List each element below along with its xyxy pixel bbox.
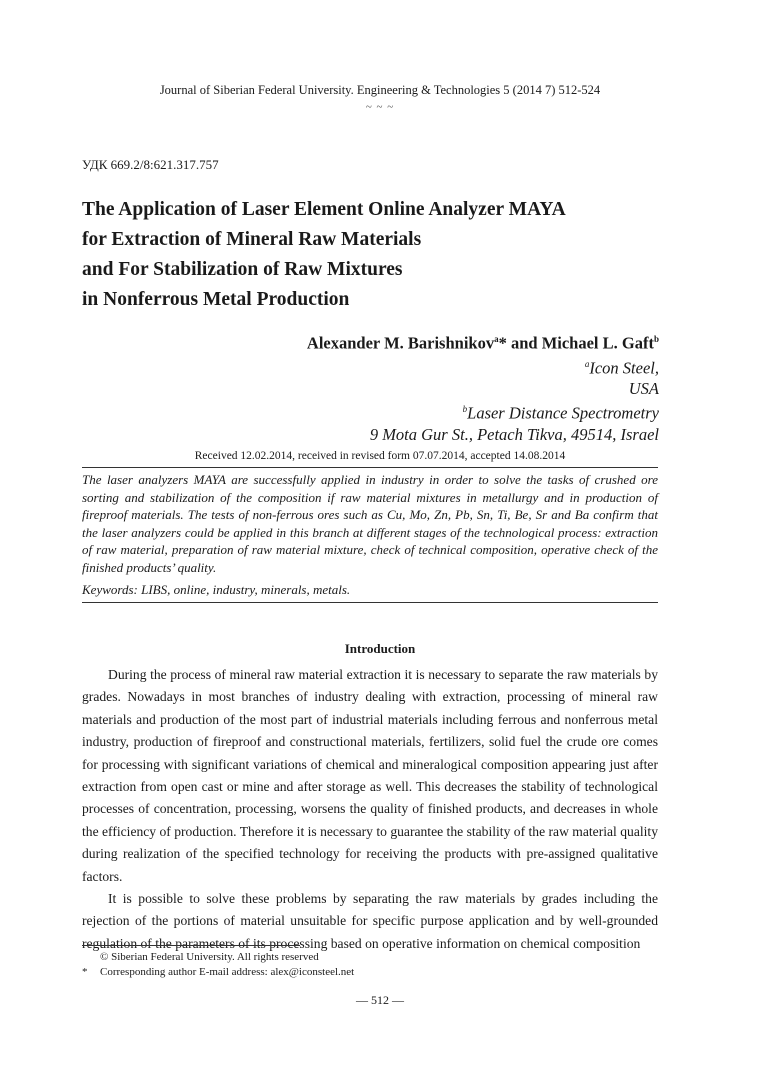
received-dates: Received 12.02.2014, received in revised form 07.07.2014, accepted 14.08.2014 (194, 450, 566, 462)
title-line: in Nonferrous Metal Production (82, 289, 350, 310)
title-line: for Extraction of Mineral Raw Materials (82, 229, 422, 250)
abstract: The laser analyzers MAYA are successfully applied in industry in order to solve the tasks of crushed ore sorting and stabilization of the composition if raw material mixtures in metallurgy and in production of fireproof materials. The tests of non-ferrous ores such as Cu, Mo, Zn, Pb, Sn, Ti, Be, Sr and Ba confirm that the laser analyzers could be applied in this branch at different stages of the technological process: extraction of raw material, preparation of raw material mixture, check of technical composition, operative check of the finished products’ quality. (82, 472, 658, 575)
author-1-affiliation-mark: a (494, 334, 499, 344)
affiliation-a (307, 354, 659, 379)
affiliation-b-name: Laser Distance Spectrometry (467, 403, 659, 423)
footnote-copyright (82, 950, 658, 965)
corresponding-star: * (498, 333, 507, 353)
footnotes (82, 950, 658, 980)
footnote-rule (82, 945, 300, 946)
affiliation-b-address: 9 Mota Gur St., Petach Tikva, 49514, Israel (369, 424, 659, 444)
section-heading-introduction: Introduction (344, 641, 416, 656)
authors-block (307, 329, 659, 445)
footnote-corresponding (82, 965, 658, 980)
abstract-bottom-rule (82, 602, 658, 603)
udk-code: УДК 669.2/8:621.317.757 (82, 157, 219, 172)
footnote-text: © Siberian Federal University. All rights reserved (100, 951, 319, 963)
journal-header: Journal of Siberian Federal University. Engineering & Technologies 5 (2014 7) 512-524 (159, 83, 601, 97)
author-2: Michael L. Gaft (541, 333, 654, 353)
affiliation-a-mark: a (584, 358, 590, 369)
author-conjunction: and (506, 333, 542, 353)
footnote-mark (82, 950, 100, 965)
introduction-body (82, 664, 658, 955)
footnote-mark: * (82, 966, 88, 978)
body-paragraph: During the process of mineral raw material extraction it is necessary to separate the raw materials by grades. Nowadays in most branches of industry dealing with extraction, processing of mineral raw materials and production of the most part of industrial materials including ferrous and nonferrous metal industry, production of fireproof and constructional materials, fertilizers, solid fuel the crude ore comes for processing with significant variations of chemical and mineralogical composition appearing just after extraction from open cast or mine and after storage as well. This decreases the stability of technological processes of concentration, processing, worsens the quality of finished products, and decreases in whole the efficiency of production. Therefore it is necessary to guarantee the stability of the raw material quality during realization of the specified technology for receiving the products with pre-assigned qualitative factors. (82, 667, 658, 884)
title-line: and For Stabilization of Raw Mixtures (82, 259, 403, 280)
keywords: Keywords: LIBS, online, industry, minerals, metals. (82, 582, 351, 597)
abstract-top-rule (82, 467, 658, 468)
affiliation-b-mark: b (462, 404, 468, 414)
title-line: The Application of Laser Element Online Analyzer MAYA (82, 199, 566, 220)
body-paragraph: It is possible to solve these problems by separating the raw materials by grades including the rejection of the portions of material unsuitable for specific purpose application and by well-grounded regulation of the parameters of its processing based on operative information on chemical composition (82, 891, 658, 951)
paper-title (82, 195, 682, 315)
affiliation-a-country: USA (628, 379, 659, 398)
header-separator: ~ ~ ~ (365, 101, 395, 113)
author-1: Alexander M. Barishnikov (306, 333, 495, 353)
author-2-affiliation-mark: b (653, 334, 659, 344)
footnote-text: Corresponding author E-mail address: alex@iconsteel.net (100, 966, 355, 978)
author-names (307, 329, 659, 354)
affiliation-b (307, 399, 659, 424)
affiliation-a-name: Icon Steel, (589, 358, 659, 377)
page-number: — 512 — (356, 993, 404, 1007)
